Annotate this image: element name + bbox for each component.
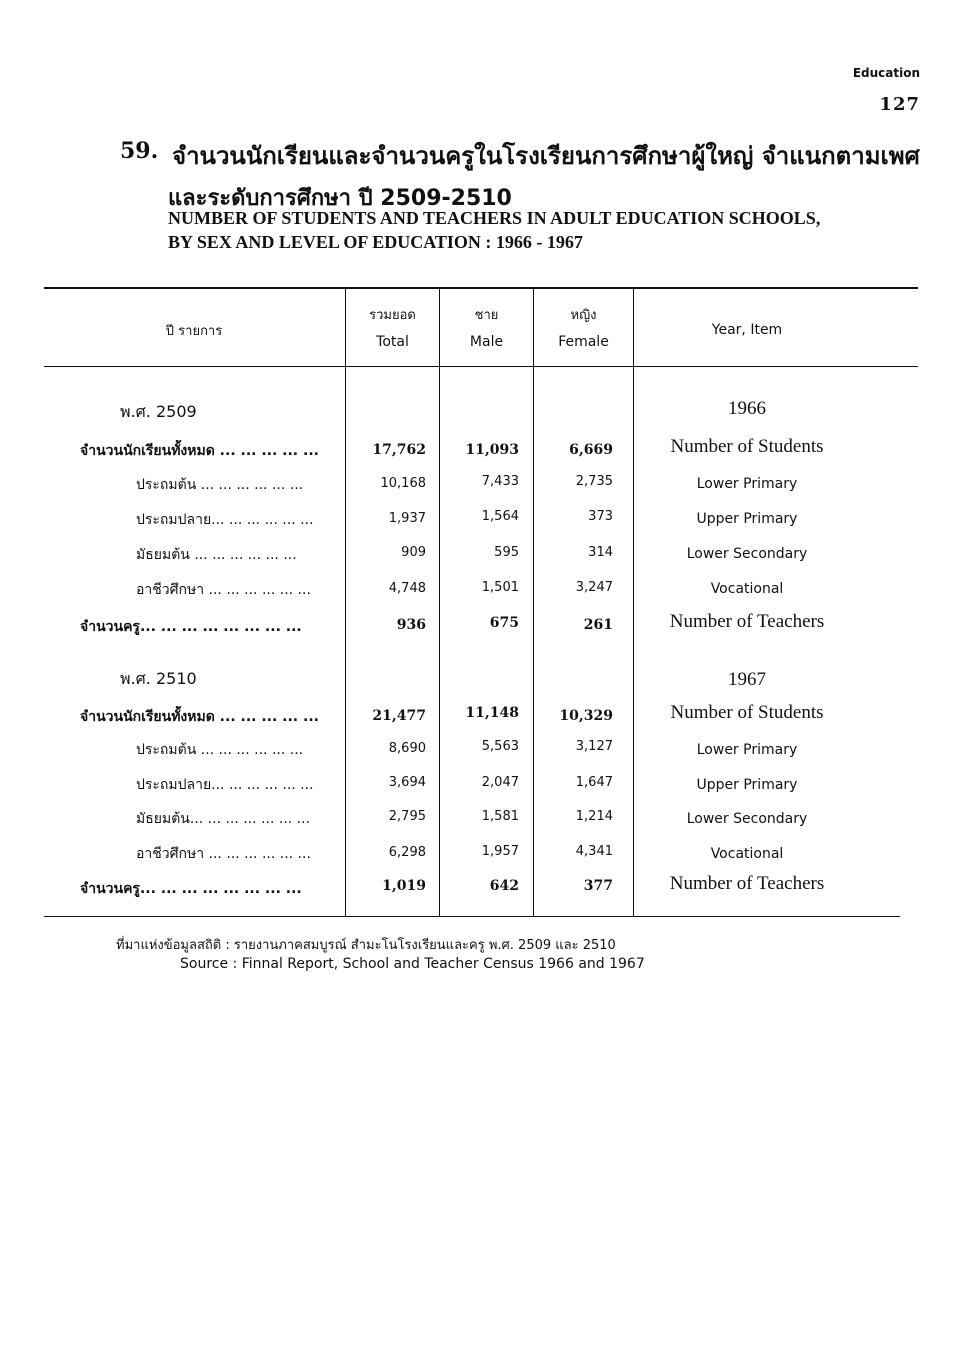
row-label-thai: ประถมต้น ... ... ... ... ... ...	[136, 477, 304, 493]
cell-total: 17,762	[372, 442, 426, 458]
header-female-english: Female	[558, 334, 609, 350]
header-male-english: Male	[469, 334, 504, 350]
row-label-english: Vocational	[710, 581, 784, 597]
row-label-english: Upper Primary	[696, 777, 798, 793]
row-label-english: Lower Primary	[696, 742, 798, 758]
row-label-english: Lower Secondary	[686, 546, 808, 562]
row-label-english: Number of Teachers	[669, 611, 825, 632]
cell-total: 6,298	[388, 845, 426, 860]
cell-total: 3,694	[388, 775, 426, 790]
cell-total: 909	[401, 545, 426, 560]
cell-female: 261	[583, 617, 613, 633]
row-label-thai: จำนวนนักเรียนทั้งหมด ... ... ... ... ...	[80, 443, 319, 459]
row-label-english: Number of Students	[670, 702, 824, 723]
cell-female: 10,329	[559, 708, 613, 724]
group-year-english: 1966	[728, 398, 766, 419]
cell-male: 11,148	[465, 705, 519, 721]
table-number: 59.	[120, 138, 159, 164]
cell-female: 4,341	[575, 844, 613, 859]
cell-male: 7,433	[481, 474, 519, 489]
group-year-english: 1967	[728, 669, 766, 690]
cell-male: 675	[489, 615, 519, 631]
row-label-thai: อาชีวศึกษา ... ... ... ... ... ...	[136, 846, 311, 862]
header-male-thai: ชาย	[474, 308, 499, 323]
cell-female: 1,214	[575, 809, 613, 824]
cell-male: 1,501	[481, 580, 519, 595]
row-label-thai: จำนวนครู... ... ... ... ... ... ... ...	[80, 881, 302, 897]
cell-total: 8,690	[388, 741, 426, 756]
title-thai-line2: และระดับการศึกษา ปี 2509-2510	[168, 186, 512, 211]
header-bottom-rule	[44, 366, 918, 367]
group-year-thai: พ.ศ. 2510	[120, 669, 197, 688]
group-year-thai: พ.ศ. 2509	[120, 402, 197, 421]
table-bottom-rule	[44, 916, 900, 917]
table-row	[0, 739, 966, 769]
table-row	[0, 873, 966, 907]
source-english: Source : Finnal Report, School and Teacher Census 1966 and 1967	[180, 956, 645, 972]
cell-male: 2,047	[481, 775, 519, 790]
cell-total: 1,019	[382, 878, 426, 894]
cell-female: 314	[588, 545, 613, 560]
page-number: 127	[879, 94, 920, 115]
table-row	[0, 808, 966, 838]
table-row	[0, 544, 966, 574]
row-label-thai: จำนวนนักเรียนทั้งหมด ... ... ... ... ...	[80, 709, 319, 725]
title-english-line1: NUMBER OF STUDENTS AND TEACHERS IN ADULT EDUCATION SCHOOLS,	[168, 208, 821, 228]
row-label-thai: ประถมต้น ... ... ... ... ... ...	[136, 742, 304, 758]
cell-female: 377	[583, 878, 613, 894]
table-row	[0, 774, 966, 804]
cell-total: 4,748	[388, 581, 426, 596]
header-total-thai: รวมยอด	[369, 308, 416, 323]
row-label-thai: อาชีวศึกษา ... ... ... ... ... ...	[136, 582, 311, 598]
table-row	[0, 611, 966, 644]
cell-total: 1,937	[388, 511, 426, 526]
cell-total: 936	[396, 617, 426, 633]
cell-female: 2,735	[575, 474, 613, 489]
cell-male: 595	[494, 545, 519, 560]
header-total-english: Total	[376, 334, 409, 350]
row-label-english: Number of Students	[670, 436, 824, 457]
cell-male: 642	[489, 878, 519, 894]
table-row	[0, 509, 966, 539]
cell-male: 11,093	[465, 442, 519, 458]
row-label-thai: ประถมปลาย... ... ... ... ... ...	[136, 777, 314, 793]
header-item-english: Year, Item	[711, 322, 783, 338]
row-label-english: Number of Teachers	[669, 873, 825, 894]
cell-female: 3,127	[575, 739, 613, 754]
table-row	[0, 843, 966, 873]
cell-total: 21,477	[372, 708, 426, 724]
cell-total: 10,168	[380, 476, 426, 491]
source-thai: ที่มาแห่งข้อมูลสถิติ : รายงานภาคสมบูรณ์ สำมะโนโรงเรียนและครู พ.ศ. 2509 และ 2510	[116, 938, 616, 953]
title-thai-line1: จำนวนนักเรียนและจำนวนครูในโรงเรียนการศึกษาผู้ใหญ่ จำแนกตามเพศ	[172, 142, 920, 170]
cell-male: 1,564	[481, 509, 519, 524]
row-label-thai: มัธยมต้น... ... ... ... ... ... ...	[136, 811, 311, 827]
header-female-thai: หญิง	[570, 308, 597, 323]
row-label-thai: ประถมปลาย... ... ... ... ... ...	[136, 512, 314, 528]
cell-male: 5,563	[481, 739, 519, 754]
title-english-line2: BY SEX AND LEVEL OF EDUCATION : 1966 - 1967	[168, 232, 583, 252]
table-row	[0, 579, 966, 609]
row-label-thai: จำนวนครู... ... ... ... ... ... ... ...	[80, 619, 302, 635]
section-name: Education	[852, 66, 920, 80]
cell-female: 373	[588, 509, 613, 524]
row-label-english: Lower Secondary	[686, 811, 808, 827]
header-item-thai: ปี รายการ	[165, 324, 223, 339]
cell-female: 3,247	[575, 580, 613, 595]
cell-total: 2,795	[388, 809, 426, 824]
row-label-thai: มัธยมต้น ... ... ... ... ... ...	[136, 547, 297, 563]
cell-male: 1,957	[481, 844, 519, 859]
cell-female: 1,647	[575, 775, 613, 790]
cell-male: 1,581	[481, 809, 519, 824]
row-label-english: Upper Primary	[696, 511, 798, 527]
row-label-english: Lower Primary	[696, 476, 798, 492]
table-row	[0, 702, 966, 735]
table-row	[0, 438, 966, 468]
cell-female: 6,669	[569, 442, 613, 458]
table-top-rule	[44, 287, 918, 289]
table-row	[0, 474, 966, 504]
row-label-english: Vocational	[710, 846, 784, 862]
